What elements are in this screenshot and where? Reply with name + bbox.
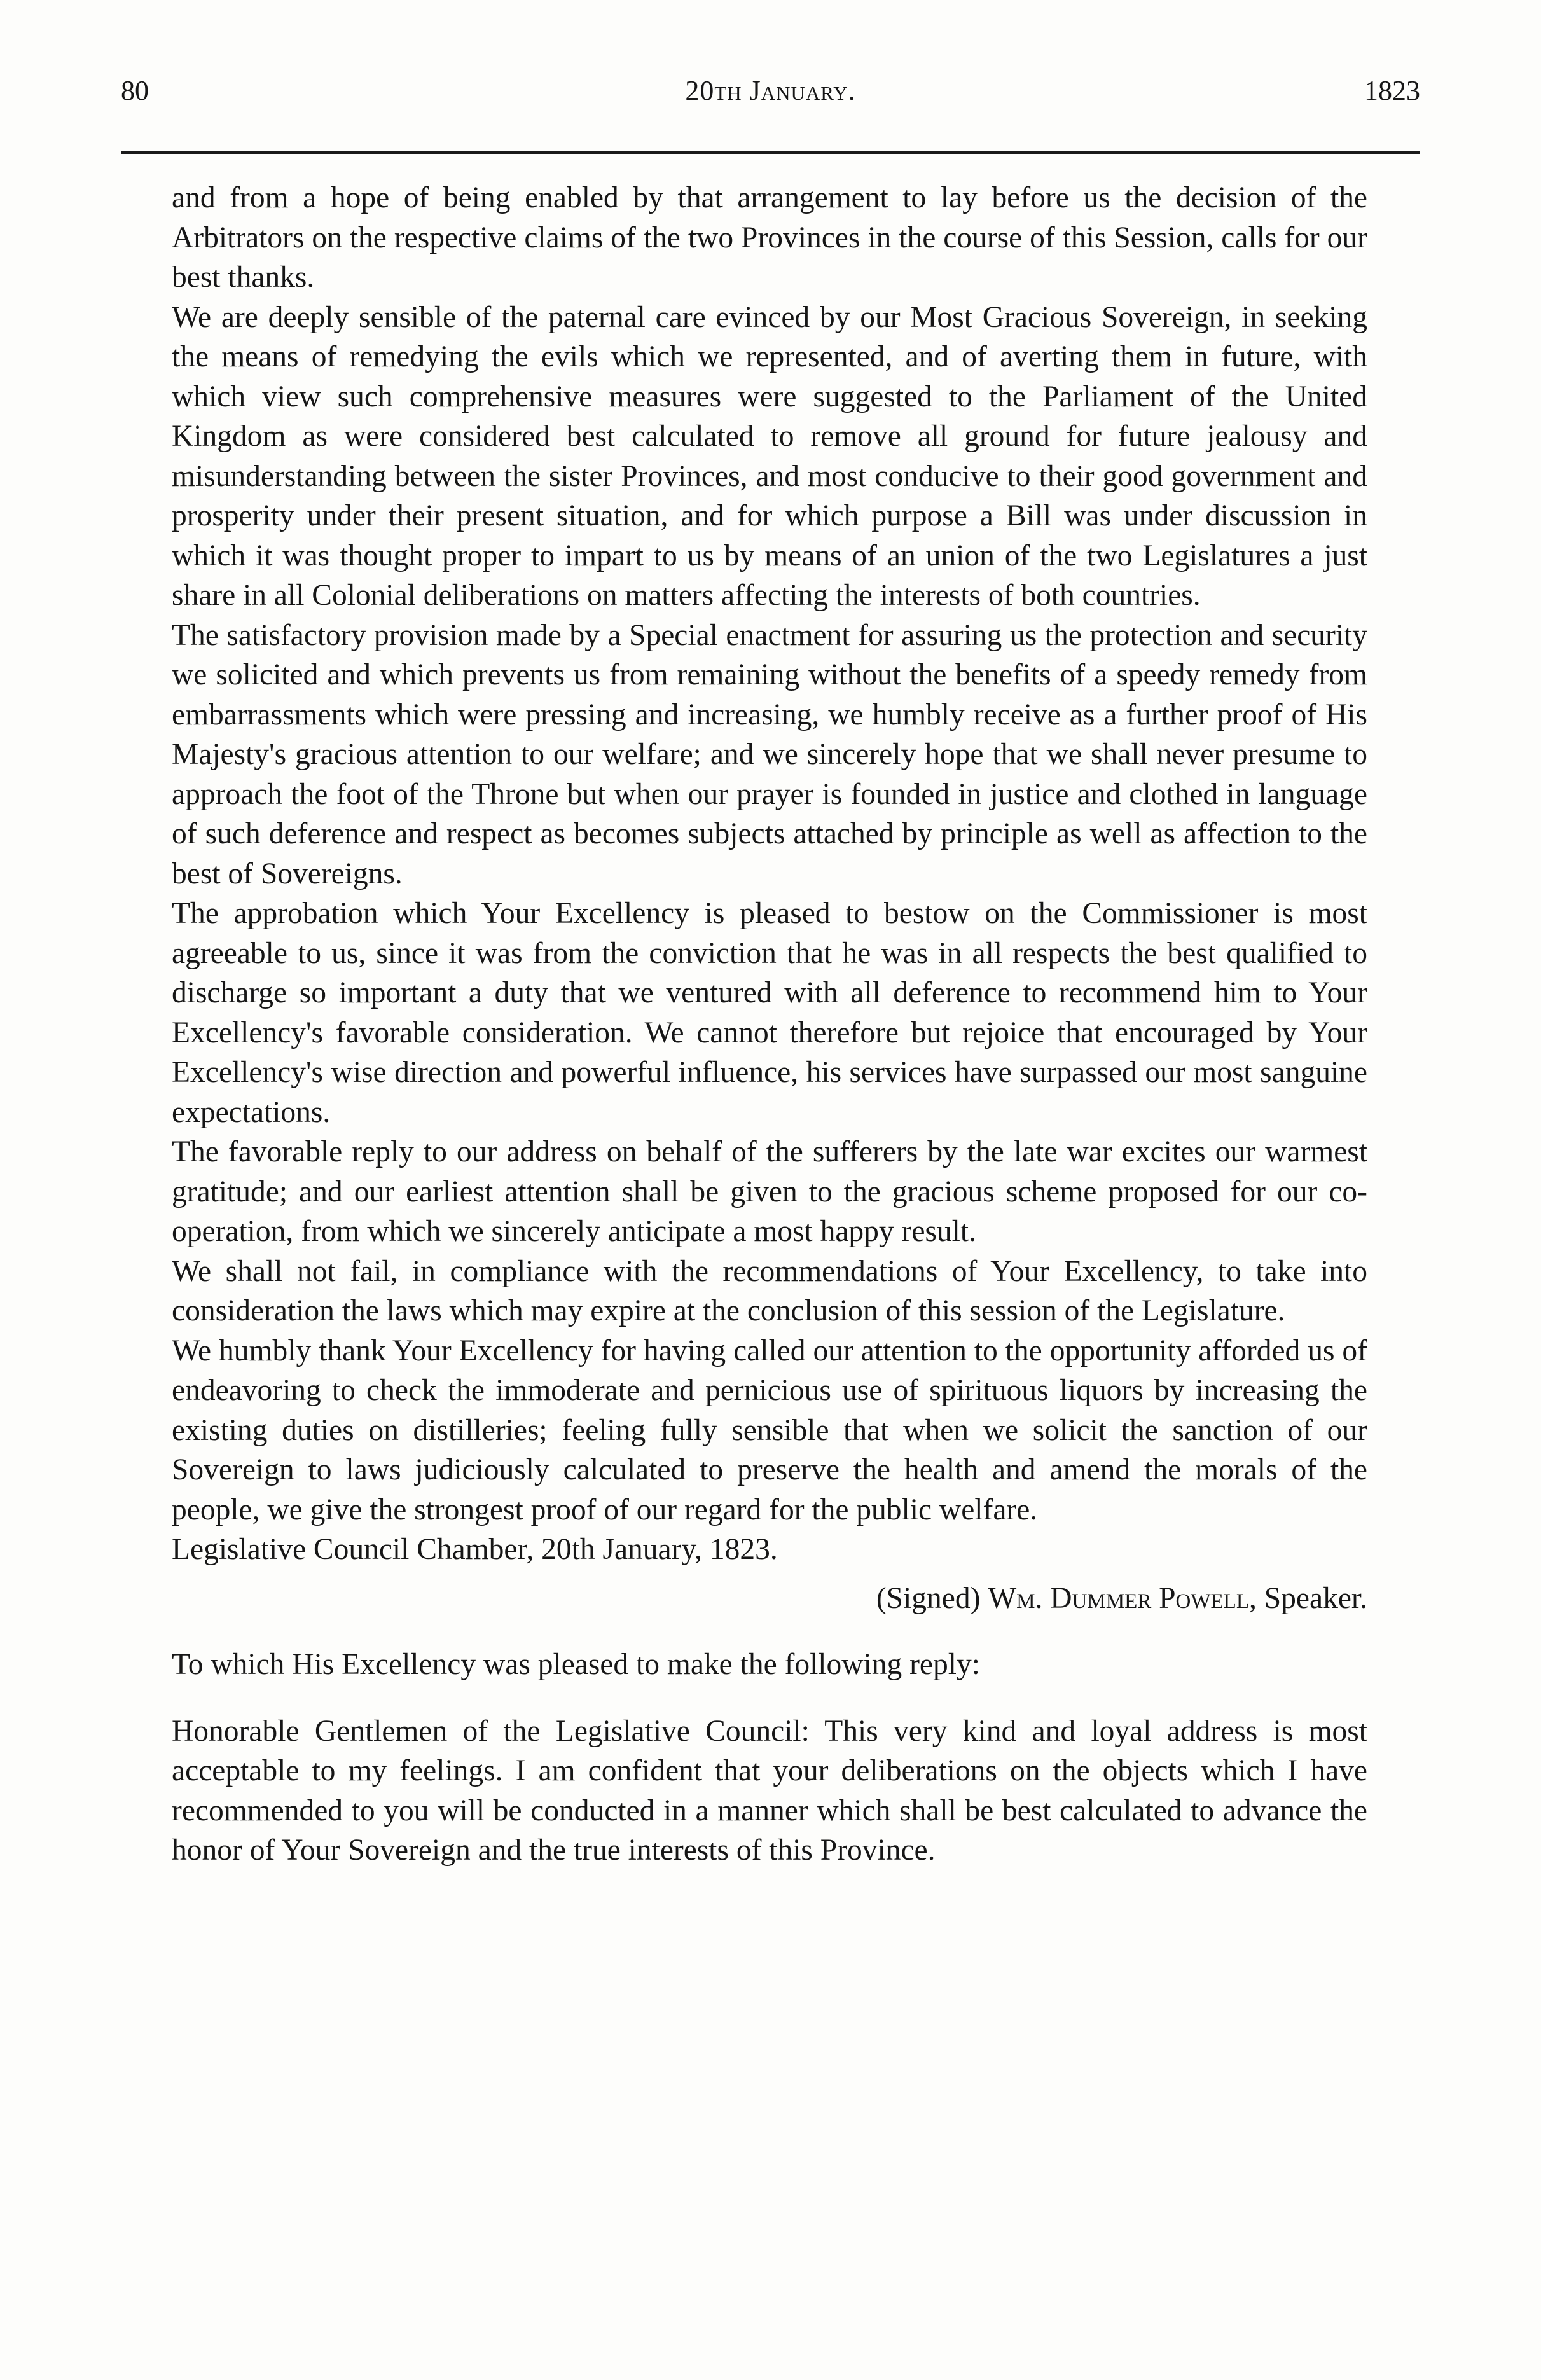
spacer: [172, 1685, 1367, 1712]
reply-intro: To which His Excellency was pleased to make the following reply:: [172, 1648, 980, 1681]
page-number: 80: [121, 75, 149, 106]
header-rule: [121, 151, 1420, 154]
paragraph: We shall not fail, in compliance with the recommendations of Your Excellency, to take into consideration the laws which may expire at the conclusion of this session of the Legislature.: [172, 1254, 1367, 1327]
dateline: Legislative Council Chamber, 20th January, 1823.: [172, 1533, 778, 1566]
signature-prefix: (Signed): [876, 1581, 981, 1615]
signature-line: [172, 1579, 1367, 1619]
paragraph: The favorable reply to our address on behalf of the sufferers by the late war excites our warmest gratitude; and our earliest attention shall be given to the gracious scheme proposed for our co-operation, from which we sincerely anticipate a most happy result.: [172, 1135, 1367, 1248]
page-header: [121, 69, 1420, 113]
signatory-name: Wm. Dummer Powell,: [988, 1581, 1257, 1615]
spacer: [172, 1618, 1367, 1645]
paragraph: The satisfactory provision made by a Special enactment for assuring us the protection and security we solicited and which prevents us from remaining without the benefits of a speedy remedy from embarrassments which were pressing and increasing, we humbly receive as a further proof of His Majesty's gracious attention to our welfare; and we sincerely hope that we shall never presume to approach the foot of the Throne but when our prayer is founded in justice and clothed in language of such deference and respect as becomes subjects attached by principle as well as affection to the best of Sovereigns.: [172, 618, 1367, 890]
signatory-title: Speaker.: [1264, 1581, 1367, 1615]
paragraph: The approbation which Your Excellency is pleased to bestow on the Commissioner is most agreeable to us, since it was from the conviction that he was in all respects the best qualified to discharge so important a duty that we ventured with all deference to recommend him to Your Excellency's favorable consideration. We cannot therefore but rejoice that encouraged by Your Excellency's wise direction and powerful influence, his services have surpassed our most sanguine expectations.: [172, 897, 1367, 1129]
reply-body: Honorable Gentlemen of the Legislative Council: This very kind and loyal address is most acceptable to my feelings. I am confident that your deliberations on the objects which I have recommended to you will be conducted in a manner which shall be best calculated to advance the honor of Your Sovereign and the true interests of this Province.: [172, 1714, 1367, 1867]
paragraph: We humbly thank Your Excellency for having called our attention to the opportunity afforded us of endeavoring to check the immoderate and pernicious use of spirituous liquors by increasing the existing duties on distilleries; feeling fully sensible that when we solicit the sanction of our Sovereign to laws judiciously calculated to preserve the health and amend the morals of the people, we give the strongest proof of our regard for the public welfare.: [172, 1334, 1367, 1526]
running-title: 20th January.: [685, 75, 856, 106]
paragraph: and from a hope of being enabled by that arrangement to lay before us the decision of the Arbitrators on the respective claims of the two Provinces in the course of this Session, calls for our best thanks.: [172, 181, 1367, 294]
paragraph: We are deeply sensible of the paternal care evinced by our Most Gracious Sovereign, in seeking the means of remedying the evils which we represented, and of averting them in future, with which view such comprehensive measures were suggested to the Parliament of the United Kingdom as were considered best calculated to remove all ground for future jealousy and misunderstanding between the sister Provinces, and most conducive to their good government and prosperity under their present situation, and for which purpose a Bill was under discussion in which it was thought proper to impart to us by means of an union of the two Legislatures a just share in all Colonial deliberations on matters affecting the interests of both countries.: [172, 300, 1367, 612]
header-year: 1823: [1364, 75, 1420, 106]
body-text: [172, 178, 1367, 1871]
